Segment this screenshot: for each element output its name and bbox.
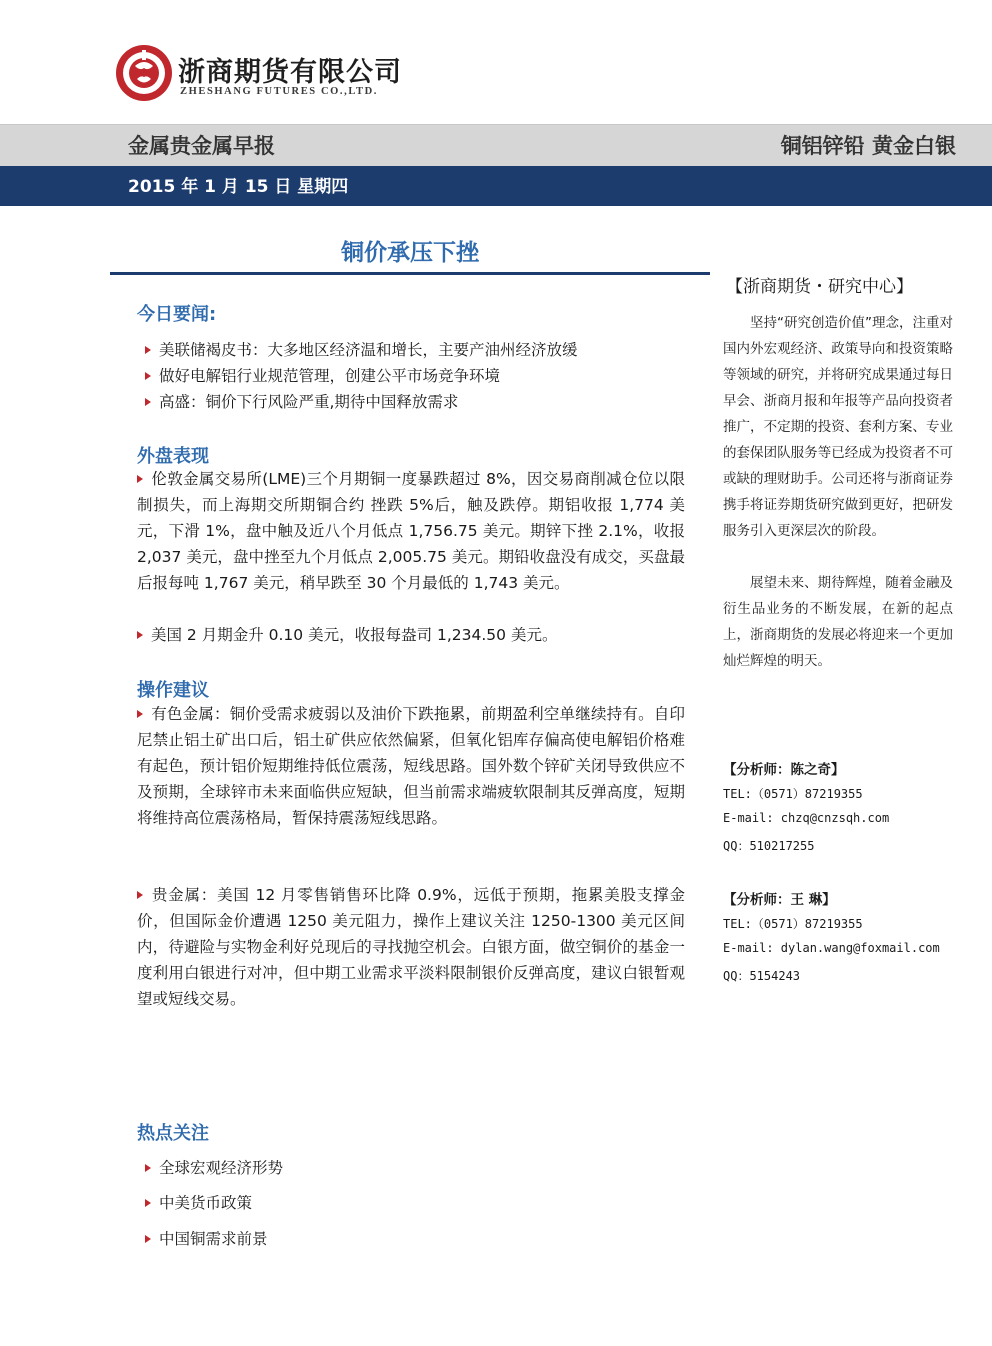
bullet-arrow-icon xyxy=(137,475,143,483)
research-center-outlook: 展望未来、期待辉煌，随着金融及衍生品业务的不断发展，在新的起点上，浙商期货的发展必将迎来一个更加灿烂辉煌的明天。 xyxy=(723,575,953,669)
analyst-email[interactable]: E-mail: chzq@cnzsqh.com xyxy=(723,811,890,825)
hotspots-heading: 热点关注 xyxy=(137,1123,209,1144)
report-type: 金属贵金属早报 xyxy=(128,134,275,158)
news-item: 做好电解铝行业规范管理，创建公平市场竞争环境 xyxy=(137,363,500,389)
metals-covered: 铜铝锌铅 黄金白银 xyxy=(780,134,956,158)
bullet-arrow-icon xyxy=(137,710,143,718)
outer-market-heading: 外盘表现 xyxy=(137,446,209,467)
page-title: 铜价承压下挫 xyxy=(341,240,479,266)
bullet-arrow-icon xyxy=(145,1235,151,1243)
news-item: 美联储褐皮书：大多地区经济温和增长，主要产油州经济放缓 xyxy=(137,337,578,363)
news-heading: 今日要闻: xyxy=(137,304,217,325)
company-name-en: ZHESHANG FUTURES CO.,LTD. xyxy=(180,86,379,97)
bullet-arrow-icon xyxy=(137,891,143,899)
hotspot-item: 全球宏观经济形势 xyxy=(137,1155,283,1181)
advice-precious-metals: 贵金属：美国 12 月零售销售环比降 0.9%，远低于预期，拖累美股支撑金价，但国际金价遭遇 1250 美元阻力，操作上建议关注 1250-1300 美元区间内，待避险与实物金利好兑现后的寻找抛空机会。白银方面，做空铜价的基金一度利用白银进行对冲，但中期工业需求平淡料限制银价反弹高度，建议白银暂观望或短线交易。 xyxy=(137,886,685,1008)
bullet-arrow-icon xyxy=(137,631,143,639)
advice-heading: 操作建议 xyxy=(137,680,209,701)
analyst-tel: TEL:（0571）87219355 xyxy=(723,917,863,931)
research-center-intro: 坚持“研究创造价值”理念，注重对国内外宏观经济、政策导向和投资策略等领域的研究，并将研究成果通过每日早会、浙商月报和年报等产品向投资者推广，不定期的投资、套利方案、专业的套保团队服务等已经成为投资者不可或缺的理财助手。公司还将与浙商证券携手将证券期货研究做到更好，把研发服务引入更深层次的阶段。 xyxy=(723,315,953,539)
bullet-arrow-icon xyxy=(145,1164,151,1172)
analyst-qq: QQ：5154243 xyxy=(723,969,801,983)
analyst-email[interactable]: E-mail: dylan.wang@foxmail.com xyxy=(723,941,940,955)
report-date: 2015 年 1 月 15 日 星期四 xyxy=(128,177,349,197)
bullet-arrow-icon xyxy=(145,372,151,380)
analyst-name: 【分析师：陈之奇】 xyxy=(723,762,845,778)
bullet-arrow-icon xyxy=(145,398,151,406)
title-divider xyxy=(110,272,710,275)
hotspot-item: 中美货币政策 xyxy=(137,1190,252,1216)
hotspot-item: 中国铜需求前景 xyxy=(137,1226,268,1252)
research-center-heading: 【浙商期货・研究中心】 xyxy=(726,277,913,297)
company-name-cn: 浙商期货有限公司 xyxy=(178,57,402,88)
analyst-tel: TEL:（0571）87219355 xyxy=(723,787,863,801)
news-item: 高盛：铜价下行风险严重,期待中国释放需求 xyxy=(137,389,458,415)
analyst-qq: QQ：510217255 xyxy=(723,839,815,853)
bullet-arrow-icon xyxy=(145,346,151,354)
company-logo-icon xyxy=(115,44,173,102)
outer-market-paragraph: 伦敦金属交易所(LME)三个月期铜一度暴跌超过 8%，因交易商削减仓位以限制损失，而上海期交所期铜合约 挫跌 5%后，触及跌停。期铝收报 1,774 美元，下滑 1%，盘中触及近八个月低点 1,756.75 美元。期锌下挫 2.1%，收报 2,037 美元，盘中挫至九个月低点 2,005.75 美元。期铅收盘没有成交，买盘最后报每吨 1,767 美元，稍早跌至 30 个月最低的 1,743 美元。 xyxy=(137,470,685,592)
bullet-arrow-icon xyxy=(145,1199,151,1207)
advice-base-metals: 有色金属：铜价受需求疲弱以及油价下跌拖累，前期盈利空单继续持有。自印尼禁止铝土矿出口后，铝土矿供应依然偏紧，但氧化铝库存偏高使电解铝价格难有起色，预计铝价短期维持低位震荡，短线思路。国外数个锌矿关闭导致供应不及预期，全球锌市未来面临供应短缺，但当前需求端疲软限制其反弹高度，短期将维持高位震荡格局，暂保持震荡短线思路。 xyxy=(137,705,685,827)
outer-market-gold: 美国 2 月期金升 0.10 美元，收报每盎司 1,234.50 美元。 xyxy=(137,622,557,648)
analyst-name: 【分析师：王 琳】 xyxy=(723,892,836,908)
